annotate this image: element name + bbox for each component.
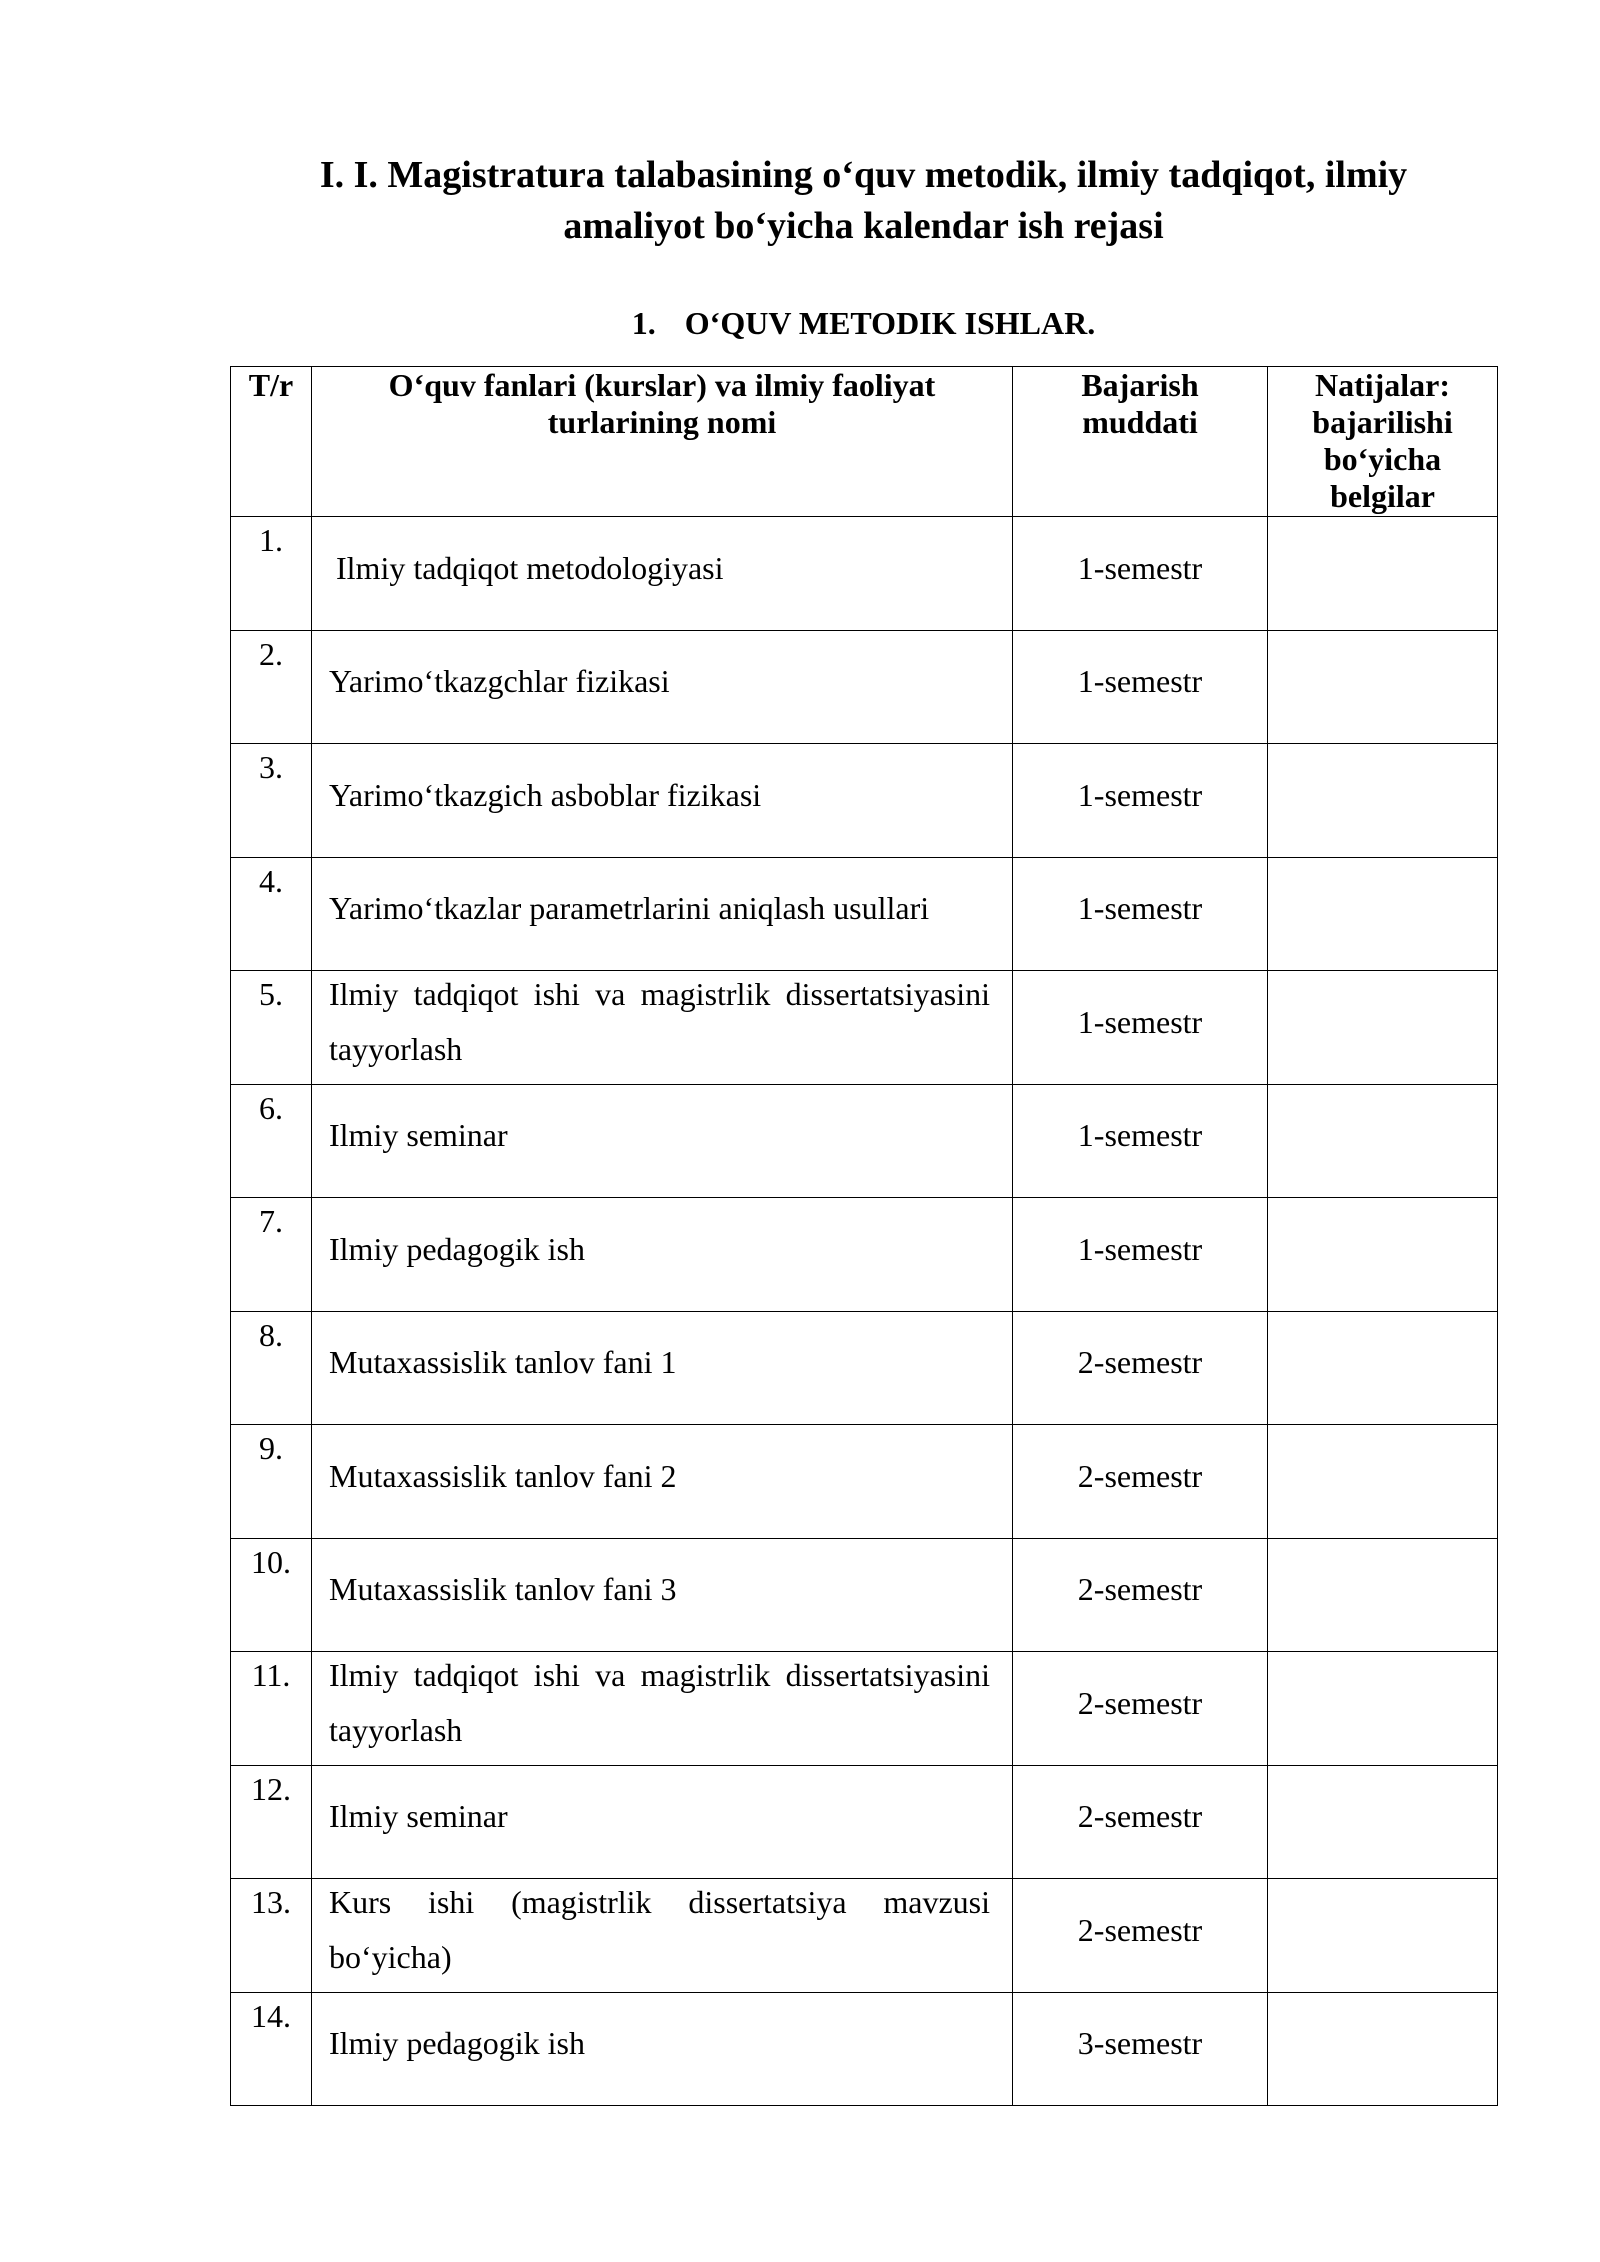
deadline: 2-semestr — [1077, 1684, 1203, 1721]
row-number: 11. — [231, 1652, 312, 1766]
row-number: 3. — [231, 744, 312, 858]
activity-name: Ilmiy tadqiqot ishi va magistrlik dissertatsiyasini tayyorlash — [329, 976, 990, 1068]
table-row — [231, 1652, 1498, 1766]
deadline-cell — [1013, 1084, 1268, 1198]
header-number — [231, 367, 312, 517]
row-number: 9. — [231, 1425, 312, 1539]
table-row — [231, 1311, 1498, 1425]
deadline-cell — [1013, 1652, 1268, 1766]
activity-name-cell — [312, 1311, 1013, 1425]
activity-name: Yarimo‘tkazgich asboblar fizikasi — [329, 776, 762, 813]
activity-name-cell — [312, 1992, 1013, 2106]
deadline-cell — [1013, 971, 1268, 1085]
table-row — [231, 971, 1498, 1085]
activity-name: Mutaxassislik tanlov fani 3 — [329, 1571, 677, 1608]
deadline: 2-semestr — [1077, 1571, 1203, 1608]
row-number: 1. — [231, 517, 312, 631]
deadline: 1-semestr — [1077, 890, 1203, 927]
activity-name-cell — [312, 1084, 1013, 1198]
header-line: turlarining nomi — [547, 404, 777, 440]
deadline: 2-semestr — [1077, 1344, 1203, 1381]
row-number: 10. — [231, 1538, 312, 1652]
row-number: 5. — [231, 971, 312, 1085]
activity-name-cell — [312, 1765, 1013, 1879]
row-number: 4. — [231, 857, 312, 971]
result-cell — [1268, 1992, 1498, 2106]
activity-name-cell — [312, 971, 1013, 1085]
row-number: 7. — [231, 1198, 312, 1312]
row-number: 13. — [231, 1879, 312, 1993]
deadline-cell — [1013, 1992, 1268, 2106]
row-number: 14. — [231, 1992, 312, 2106]
table-row — [231, 517, 1498, 631]
table-row — [231, 1425, 1498, 1539]
activity-name-cell — [312, 744, 1013, 858]
document-title — [230, 150, 1497, 252]
deadline: 1-semestr — [1077, 663, 1203, 700]
deadline-cell — [1013, 1765, 1268, 1879]
row-number: 6. — [231, 1084, 312, 1198]
result-cell — [1268, 1198, 1498, 1312]
activity-name: Yarimo‘tkazgchlar fizikasi — [329, 663, 670, 700]
header-line: bajarilishi — [1312, 404, 1453, 440]
title-line-1: I. I. Magistratura talabasining o‘quv metodik, ilmiy tadqiqot, ilmiy — [319, 154, 1408, 196]
section-number: 1. — [631, 305, 656, 341]
header-line: belgilar — [1330, 478, 1435, 514]
header-line: T/r — [248, 367, 294, 403]
header-line: Bajarish — [1081, 367, 1199, 403]
header-line: bo‘yicha — [1323, 441, 1442, 477]
deadline-cell — [1013, 1198, 1268, 1312]
activity-name-cell — [312, 1652, 1013, 1766]
result-cell — [1268, 630, 1498, 744]
table-row — [231, 1992, 1498, 2106]
result-cell — [1268, 1084, 1498, 1198]
activity-name: Ilmiy seminar — [329, 1798, 508, 1835]
header-line: muddati — [1082, 404, 1198, 440]
deadline: 2-semestr — [1077, 1911, 1203, 1948]
result-cell — [1268, 971, 1498, 1085]
activity-name-cell — [312, 1538, 1013, 1652]
table-row — [231, 1084, 1498, 1198]
section-title: O‘QUV METODIK ISHLAR. — [684, 305, 1096, 341]
deadline-cell — [1013, 517, 1268, 631]
deadline: 3-semestr — [1077, 2025, 1203, 2062]
table-row — [231, 857, 1498, 971]
header-line: O‘quv fanlari (kurslar) va ilmiy faoliyat — [388, 367, 936, 403]
deadline-cell — [1013, 1538, 1268, 1652]
activity-name-cell — [312, 1879, 1013, 1993]
deadline: 2-semestr — [1077, 1798, 1203, 1835]
result-cell — [1268, 1538, 1498, 1652]
activity-name: Mutaxassislik tanlov fani 2 — [329, 1457, 677, 1494]
header-results — [1268, 367, 1498, 517]
activity-name-cell — [312, 1425, 1013, 1539]
result-cell — [1268, 1765, 1498, 1879]
deadline-cell — [1013, 630, 1268, 744]
deadline: 1-semestr — [1077, 1117, 1203, 1154]
deadline: 1-semestr — [1077, 776, 1203, 813]
deadline: 1-semestr — [1077, 1230, 1203, 1267]
result-cell — [1268, 1425, 1498, 1539]
table-row — [231, 1879, 1498, 1993]
activity-name: Ilmiy pedagogik ish — [329, 2025, 585, 2062]
header-deadline — [1013, 367, 1268, 517]
deadline: 1-semestr — [1077, 1003, 1203, 1040]
deadline-cell — [1013, 744, 1268, 858]
activity-name-cell — [312, 630, 1013, 744]
table-row — [231, 744, 1498, 858]
deadline: 2-semestr — [1077, 1457, 1203, 1494]
result-cell — [1268, 1652, 1498, 1766]
deadline-cell — [1013, 1879, 1268, 1993]
result-cell — [1268, 857, 1498, 971]
activity-name: Ilmiy tadqiqot metodologiyasi — [336, 549, 724, 586]
table-row — [231, 1765, 1498, 1879]
activity-name: Ilmiy tadqiqot ishi va magistrlik dissertatsiyasini tayyorlash — [329, 1657, 990, 1749]
table-row — [231, 630, 1498, 744]
row-number: 12. — [231, 1765, 312, 1879]
table-row — [231, 1198, 1498, 1312]
activity-name-cell — [312, 857, 1013, 971]
deadline: 1-semestr — [1077, 549, 1203, 586]
table-row — [231, 1538, 1498, 1652]
header-line: Natijalar: — [1314, 367, 1451, 403]
result-cell — [1268, 1879, 1498, 1993]
row-number: 8. — [231, 1311, 312, 1425]
deadline-cell — [1013, 1311, 1268, 1425]
row-number: 2. — [231, 630, 312, 744]
table-header-row — [231, 367, 1498, 517]
section-heading — [230, 303, 1497, 343]
result-cell — [1268, 517, 1498, 631]
activity-name-cell — [312, 1198, 1013, 1312]
title-line-2: amaliyot bo‘yicha kalendar ish rejasi — [563, 205, 1164, 247]
result-cell — [1268, 1311, 1498, 1425]
activity-name-cell — [312, 517, 1013, 631]
activity-name: Yarimo‘tkazlar parametrlarini aniqlash usullari — [329, 890, 930, 927]
activity-name: Ilmiy seminar — [329, 1117, 508, 1154]
activity-name: Kurs ishi (magistrlik dissertatsiya mavzusi bo‘yicha) — [329, 1884, 990, 1976]
result-cell — [1268, 744, 1498, 858]
deadline-cell — [1013, 857, 1268, 971]
deadline-cell — [1013, 1425, 1268, 1539]
header-activity-name — [312, 367, 1013, 517]
work-plan-table — [230, 366, 1498, 2106]
activity-name: Mutaxassislik tanlov fani 1 — [329, 1344, 677, 1381]
activity-name: Ilmiy pedagogik ish — [329, 1230, 585, 1267]
